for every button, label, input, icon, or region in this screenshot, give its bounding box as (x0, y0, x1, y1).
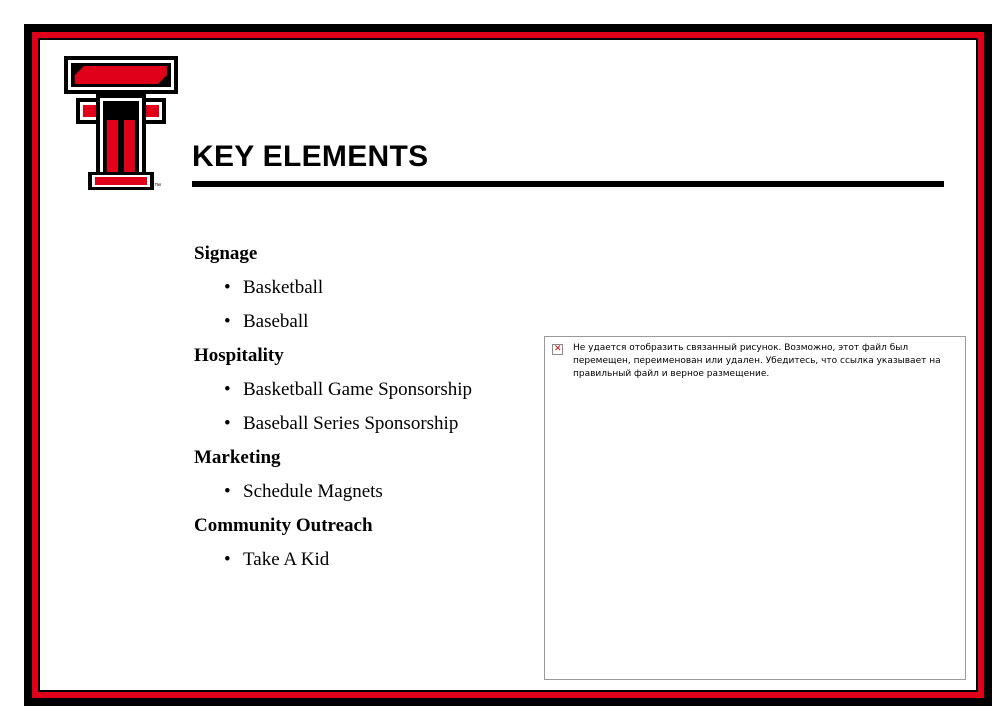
list-item (194, 274, 472, 308)
bullet-icon: • (224, 549, 231, 570)
list-item-text: Basketball (243, 277, 324, 298)
bullet-icon: • (224, 379, 231, 400)
bullet-icon: • (224, 277, 231, 298)
double-t-logo (62, 54, 180, 194)
slide-canvas (40, 40, 976, 690)
bullet-icon: • (224, 481, 231, 502)
title-underline (192, 181, 944, 187)
slide-title: KEY ELEMENTS (192, 140, 429, 173)
list-item-text: Baseball (243, 311, 309, 332)
list-item-text: Take A Kid (243, 549, 330, 570)
list-item (194, 308, 472, 342)
section-heading-signage: Signage (194, 243, 258, 264)
list-item (194, 410, 472, 444)
list-item (194, 376, 472, 410)
section-heading-marketing: Marketing (194, 447, 281, 468)
logo-trademark: ™ (154, 183, 161, 190)
content-list (194, 240, 472, 580)
list-item-text: Schedule Magnets (243, 481, 383, 502)
broken-image-icon: ✕ (554, 344, 562, 354)
list-item-text: Baseball Series Sponsorship (243, 413, 459, 434)
bullet-icon: • (224, 413, 231, 434)
list-item (194, 546, 472, 580)
list-item-text: Basketball Game Sponsorship (243, 379, 473, 400)
broken-image-placeholder[interactable] (544, 336, 966, 680)
section-heading-community-outreach: Community Outreach (194, 515, 373, 536)
list-item (194, 478, 472, 512)
bullet-icon: • (224, 311, 231, 332)
section-heading-hospitality: Hospitality (194, 345, 284, 366)
broken-image-message: Не удается отобразить связанный рисунок. Возможно, этот файл был перемещен, переименован или удален. Убедитесь, что ссылка указывает на правильный файл и верное размещение. (573, 343, 941, 379)
